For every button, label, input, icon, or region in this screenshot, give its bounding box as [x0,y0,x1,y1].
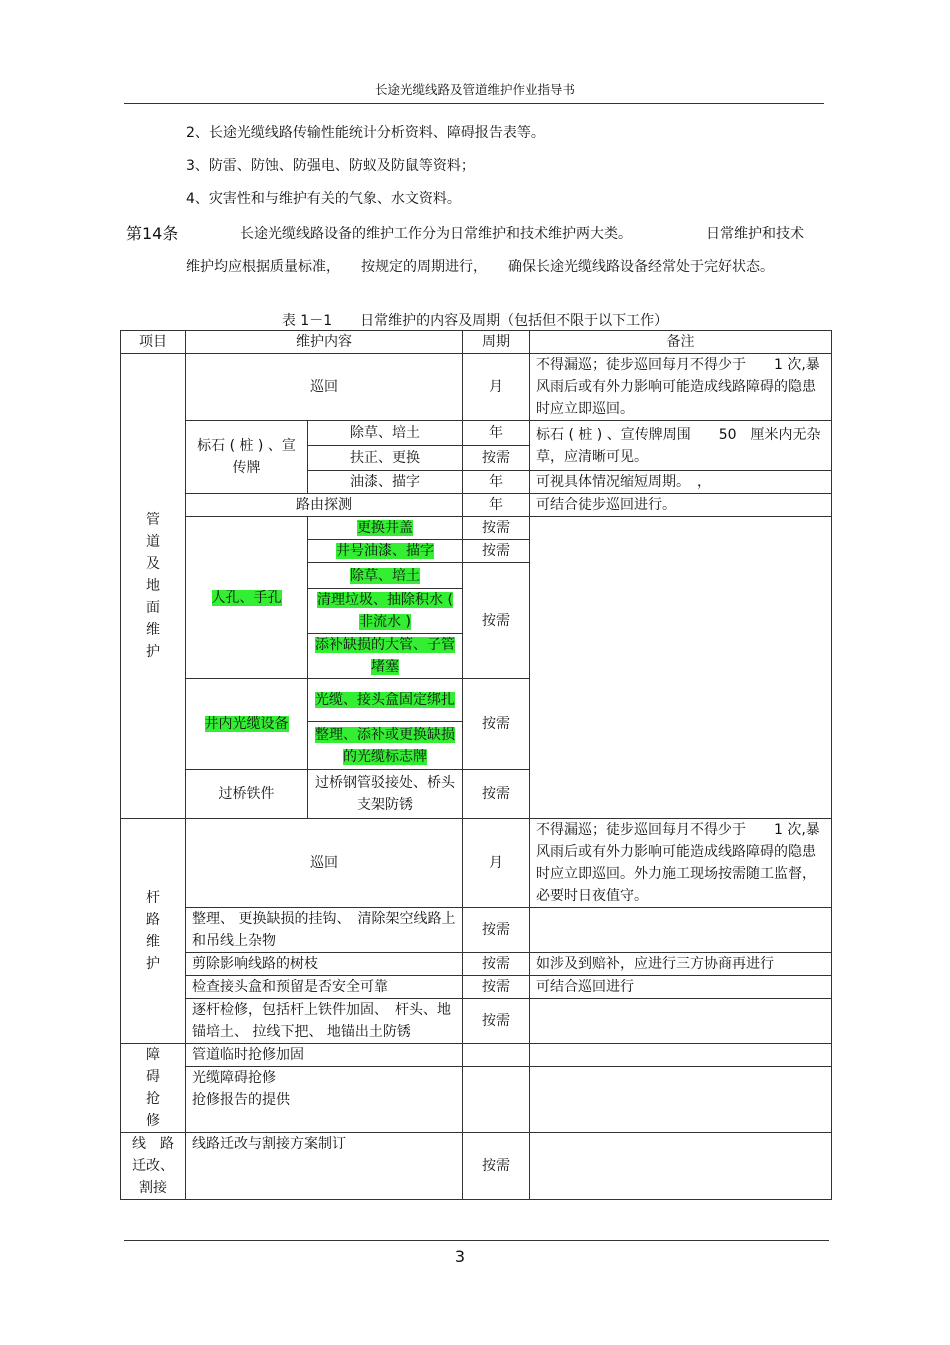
table-row [121,819,832,908]
s3-p1 [463,1044,530,1067]
s1-patrol-period: 月 [463,354,530,421]
s1-route-probe-remark: 可结合徒步巡回进行。 [530,494,832,517]
table-row [121,976,832,999]
s2-patrol-period: 月 [463,819,530,908]
intro-item-4: 4、灾害性和与维护有关的气象、水文资料。 [186,191,461,207]
s1-bridge: 过桥铁件 [186,770,308,819]
s1-mh-r5: 添补缺损的大管、子管堵塞 [308,634,463,679]
section-relocation-title: 线 路 迁改、 割接 [121,1133,186,1200]
article-text-line1: 长途光缆线路设备的维护工作分为日常维护和技术维护两大类。 [240,226,632,242]
s1-patrol-remark: 不得漏巡；徒步巡回每月不得少于 1 次,暴风雨后或有外力影响可能造成线路障碍的隐患时应立即巡回。 [530,354,832,421]
article-text-line1-end: 日常维护和技术 [706,226,804,242]
s1-manhole: 人孔、手孔 [186,517,308,679]
s2-r4: 检查接头盒和预留是否安全可靠 [186,976,463,999]
table-row [121,908,832,953]
table-caption: 表 1－1 日常维护的内容及周期（包括但不限于以下工作） [281,313,669,329]
s2-patrol-remark: 不得漏巡；徒步巡回每月不得少于 1 次,暴风雨后或有外力影响可能造成线路障碍的隐患时应立即巡回。外力施工现场按需随工监督，必要时日夜值守。 [530,819,832,908]
s1-marker-p2: 按需 [463,446,530,471]
s2-rm3: 如涉及到赔补，应进行三方协商再进行 [530,953,832,976]
table-row [121,421,832,446]
intro-item-3: 3、防雷、防蚀、防强电、防蚁及防鼠等资料； [186,158,475,174]
s4-p1: 按需 [463,1133,530,1200]
header-remark: 备注 [530,331,832,354]
section-repair-title: 障碍抢修 [121,1044,186,1133]
s1-bridge-content: 过桥钢管驳接处、桥头支架防锈 [308,770,463,819]
s3-rm1 [530,1044,832,1067]
s1-patrol: 巡回 [186,354,463,421]
header-rule [124,103,824,104]
section-pole-title: 杆路维护 [121,819,186,1044]
s3-r2: 光缆障碍抢修 抢修报告的提供 [186,1067,463,1133]
s1-mh-r1: 更换井盖 [308,517,463,540]
table-row [121,517,832,540]
table-row [121,953,832,976]
s1-marker-r2: 扶正、更换 [308,446,463,471]
s4-r1: 线路迁改与割接方案制订 [186,1133,463,1200]
header-item: 项目 [121,331,186,354]
s2-p3: 按需 [463,953,530,976]
s1-marker-p1: 年 [463,421,530,446]
table-row [121,494,832,517]
s2-p4: 按需 [463,976,530,999]
s2-r3: 剪除影响线路的树枝 [186,953,463,976]
header-period: 周期 [463,331,530,354]
s1-marker: 标石 ( 桩 ) 、宣传牌 [186,421,308,494]
s1-marker-r1: 除草、培土 [308,421,463,446]
s1-mh-p345: 按需 [463,563,530,679]
s1-mh-r4: 清理垃圾、抽除积水 ( 非流水 ) [308,589,463,634]
s1-marker-remark3: 可视具体情况缩短周期。 ， [530,471,832,494]
s2-rm4: 可结合巡回进行 [530,976,832,999]
s2-p5: 按需 [463,999,530,1044]
header-content: 维护内容 [186,331,463,354]
s1-mh-p2: 按需 [463,540,530,563]
s1-remark-empty [530,517,832,819]
s1-mh-r3: 除草、培土 [308,563,463,589]
s1-we-r2: 整理、添补或更换缺损的光缆标志牌 [308,722,463,770]
s1-marker-remark12: 标石 ( 桩 ) 、宣传牌周围 50 厘米内无杂草，应清晰可见。 [530,421,832,471]
s2-r2: 整理、 更换缺损的挂钩、 清除架空线路上和吊线上杂物 [186,908,463,953]
table-row [121,1067,832,1133]
s1-mh-p1: 按需 [463,517,530,540]
intro-item-2: 2、长途光缆线路传输性能统计分析资料、障碍报告表等。 [186,125,545,141]
section-pipeline-title: 管道及地面维护 [121,354,186,819]
s3-rm2 [530,1067,832,1133]
s1-bridge-period: 按需 [463,770,530,819]
table-header-row [121,331,832,354]
s3-r1: 管道临时抢修加固 [186,1044,463,1067]
s2-p2: 按需 [463,908,530,953]
s2-r5: 逐杆检修，包括杆上铁件加固、 杆头、地锚培土、 拉线下把、 地锚出土防锈 [186,999,463,1044]
s1-marker-p3: 年 [463,471,530,494]
table-row [121,1133,832,1200]
s1-we-r1: 光缆、接头盒固定绑扎 [308,679,463,722]
s1-well-equip: 井内光缆设备 [186,679,308,770]
s4-rm1 [530,1133,832,1200]
s2-rm2 [530,908,832,953]
document-header-title: 长途光缆线路及管道维护作业指导书 [374,82,575,97]
s1-route-probe-period: 年 [463,494,530,517]
s1-route-probe: 路由探测 [186,494,463,517]
article-label: 第14条 [126,224,179,243]
s2-patrol: 巡回 [186,819,463,908]
s1-we-p: 按需 [463,679,530,770]
s1-marker-r3: 油漆、描字 [308,471,463,494]
table-row [121,999,832,1044]
page-number: 3 [454,1247,466,1266]
table-row [121,354,832,421]
table-row [121,1044,832,1067]
maintenance-table [120,330,832,1200]
s3-p2 [463,1067,530,1133]
s2-rm5 [530,999,832,1044]
footer-rule [124,1240,829,1241]
s1-mh-r2: 井号油漆、描字 [308,540,463,563]
article-text-line2: 维护均应根据质量标准， 按规定的周期进行， 确保长途光缆线路设备经常处于完好状态。 [186,259,774,275]
